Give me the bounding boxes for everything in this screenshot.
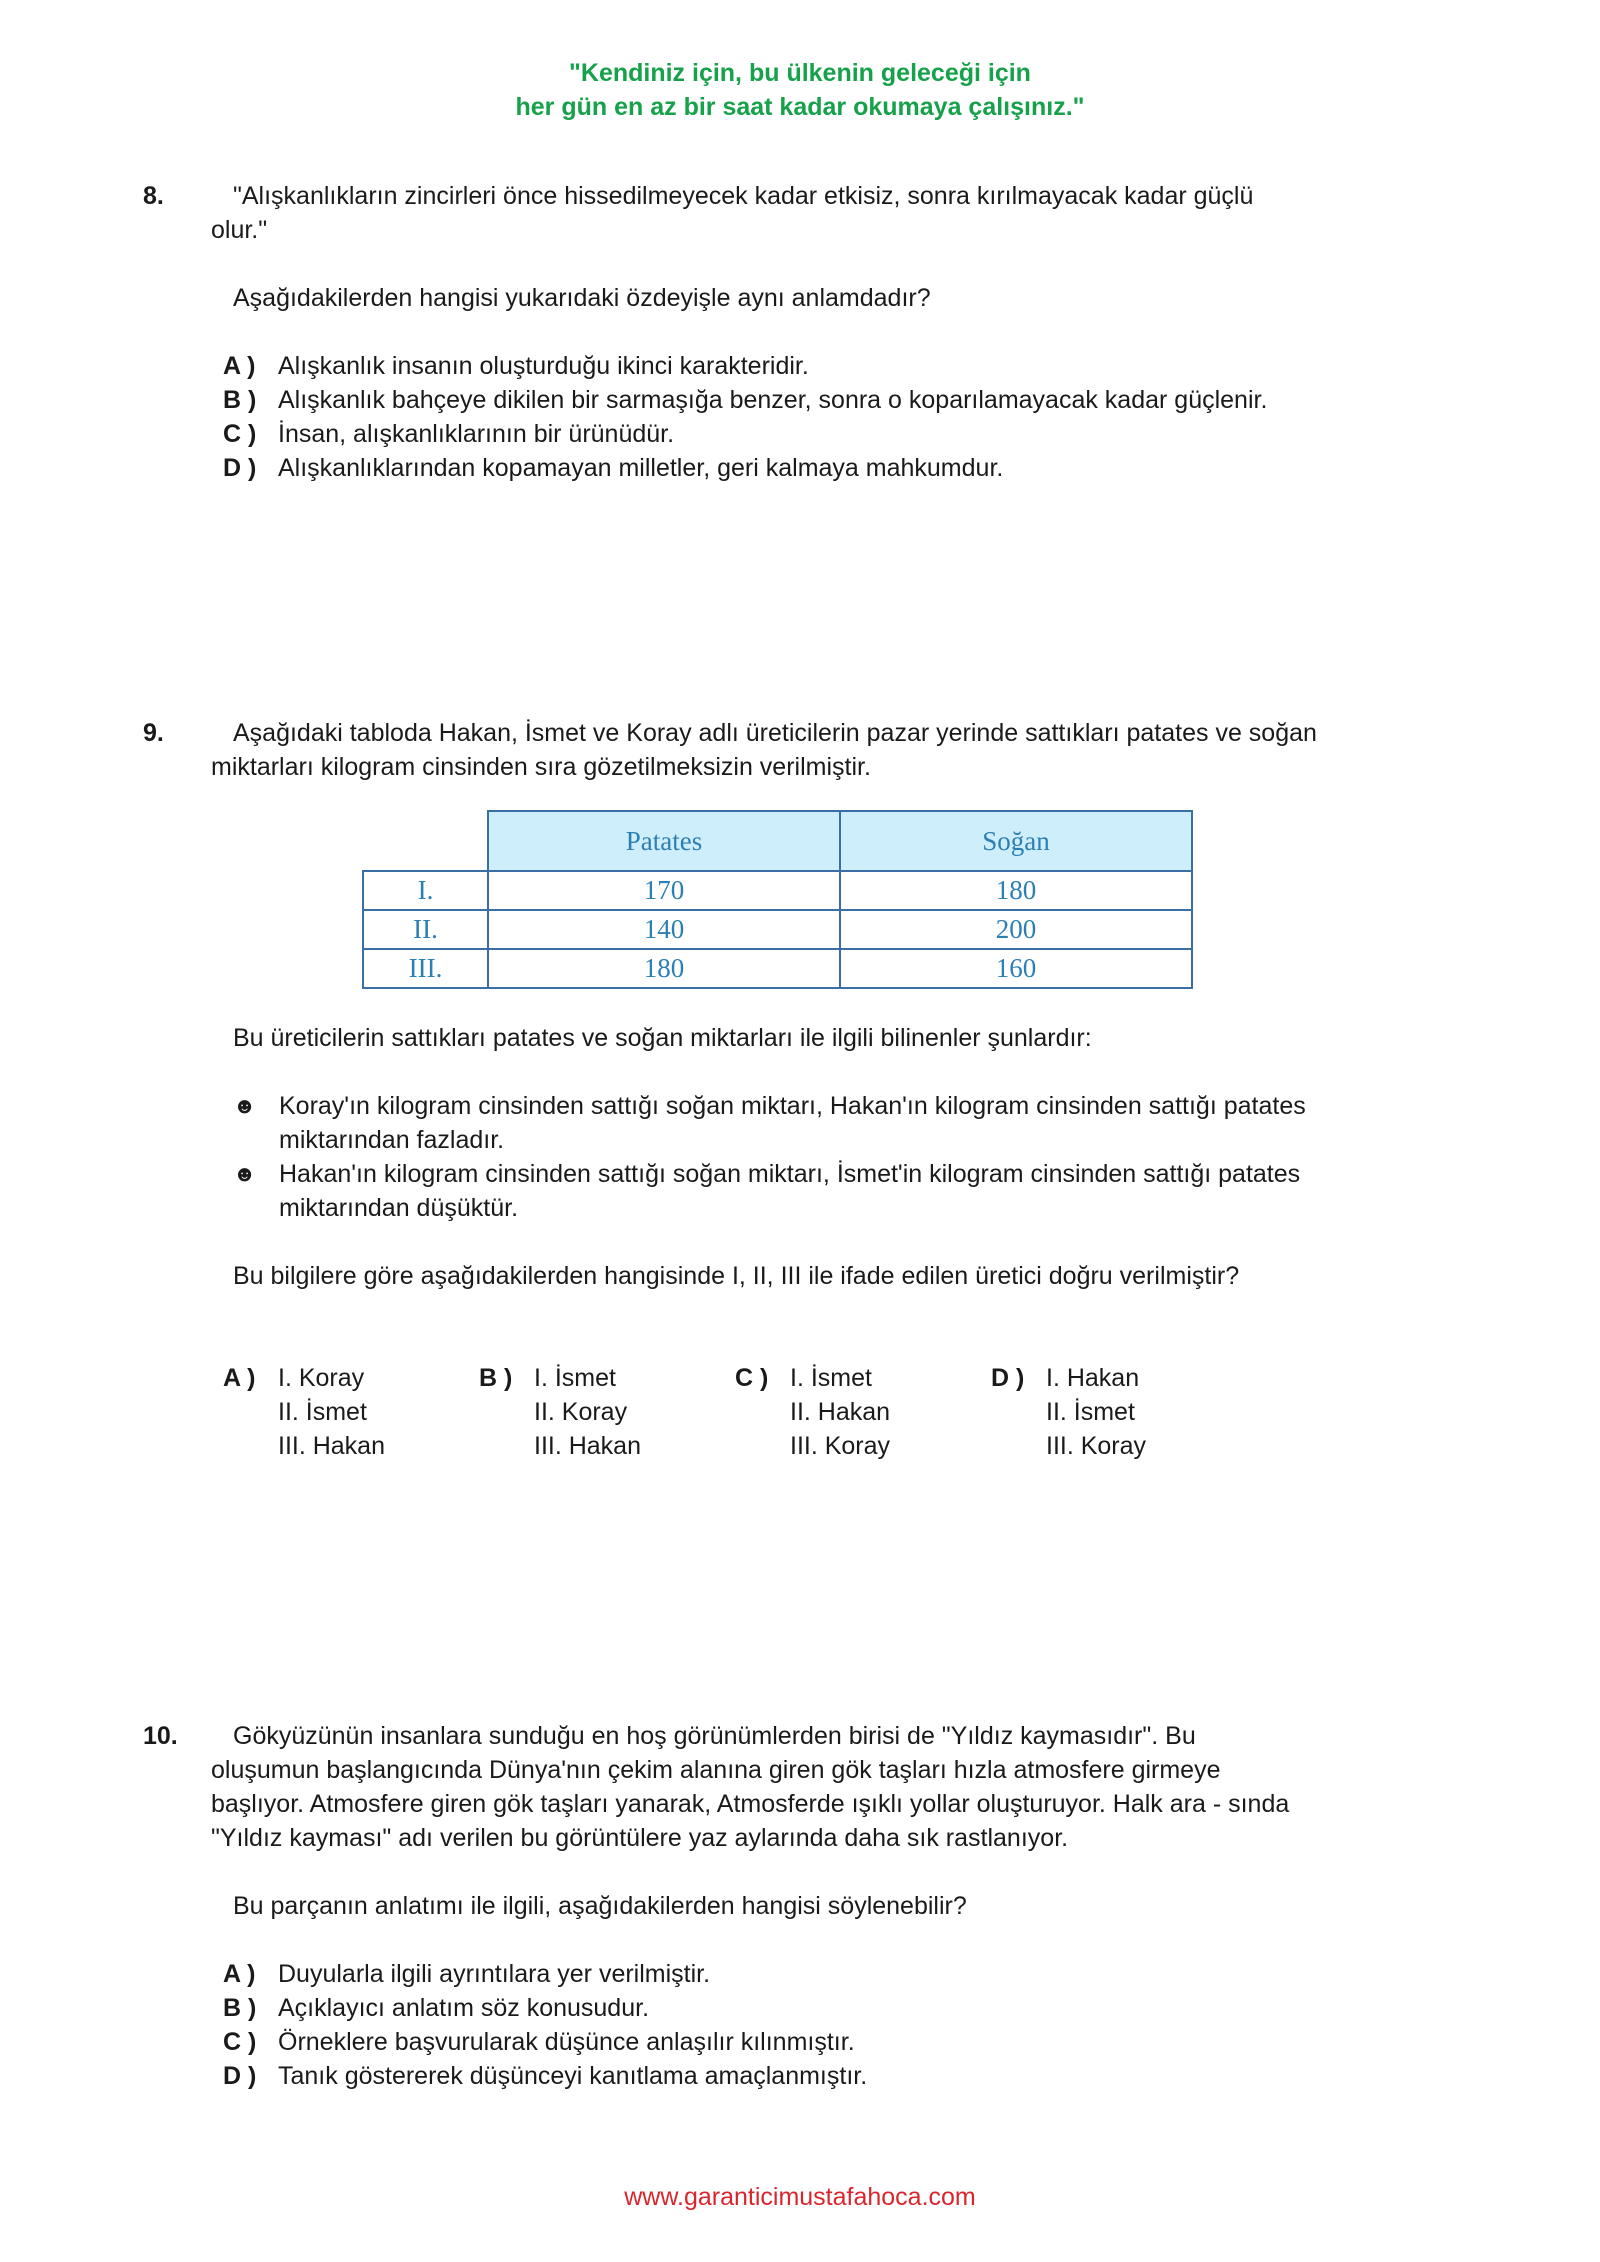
question-number: 9. xyxy=(143,719,164,747)
option-text: Açıklayıcı anlatım söz konusudur. xyxy=(278,1994,650,2022)
question-9-continued xyxy=(143,1021,1403,1463)
option-line: II. İsmet xyxy=(1046,1398,1135,1426)
question-number: 10. xyxy=(143,1722,178,1750)
option-letter: C ) xyxy=(223,2028,257,2056)
option-text: Alışkanlık bahçeye dikilen bir sarmaşığa benzer, sonra o koparılamayacak kadar güçlenir. xyxy=(278,386,1268,414)
smiley-bullet-icon: ☻ xyxy=(233,1161,257,1186)
question-number: 8. xyxy=(143,182,164,210)
option-text: Tanık göstererek düşünceyi kanıtlama amaçlanmıştır. xyxy=(278,2062,868,2090)
fact-item xyxy=(233,1089,1403,1157)
row-label: II. xyxy=(363,910,488,949)
option-c[interactable] xyxy=(223,2025,1403,2059)
question-intro: Bu üreticilerin sattıkları patates ve soğan miktarları ile ilgili bilinenler şunlardır: xyxy=(233,1024,1092,1052)
option-line: III. Koray xyxy=(790,1432,891,1460)
option-letter: C ) xyxy=(735,1364,769,1392)
option-line: III. Hakan xyxy=(534,1432,641,1460)
fact-text: Hakan'ın kilogram cinsinden sattığı soğan miktarı, İsmet'in kilogram cinsinden sattığı patates miktarından düşüktür. xyxy=(279,1160,1301,1222)
table-header-row xyxy=(363,811,1192,871)
fact-item xyxy=(233,1157,1403,1225)
table-cell: 170 xyxy=(488,871,840,910)
option-letter: D ) xyxy=(223,2062,257,2090)
option-b[interactable] xyxy=(223,1991,1403,2025)
answer-options xyxy=(223,349,1403,485)
option-line: I. Koray xyxy=(278,1364,365,1392)
option-line: I. Hakan xyxy=(1046,1364,1140,1392)
option-letter: B ) xyxy=(479,1364,513,1392)
table-cell: 180 xyxy=(488,949,840,988)
option-letter: B ) xyxy=(223,386,257,414)
table-row xyxy=(363,871,1192,910)
question-prompt: Bu parçanın anlatımı ile ilgili, aşağıdakilerden hangisi söylenebilir? xyxy=(233,1892,967,1920)
option-text: Duyularla ilgili ayrıntılara yer verilmiştir. xyxy=(278,1960,711,1988)
option-a[interactable] xyxy=(223,1361,479,1463)
option-text: Alışkanlıklarından kopamayan milletler, geri kalmaya mahkumdur. xyxy=(278,454,1004,482)
table-header-cell: Soğan xyxy=(840,811,1192,871)
option-d[interactable] xyxy=(223,451,1403,485)
answer-options xyxy=(223,1957,1403,2093)
option-letter: A ) xyxy=(223,1364,256,1392)
option-a[interactable] xyxy=(223,349,1403,383)
option-b[interactable] xyxy=(223,383,1403,417)
option-letter: D ) xyxy=(223,454,257,482)
motto-line-2: her gün en az bir saat kadar okumaya çalışınız." xyxy=(515,93,1085,121)
option-c[interactable] xyxy=(223,417,1403,451)
header-motto xyxy=(0,56,1600,124)
table-cell: 200 xyxy=(840,910,1192,949)
question-9 xyxy=(143,716,1403,784)
question-8 xyxy=(143,179,1403,485)
option-text: İnsan, alışkanlıklarının bir ürünüdür. xyxy=(278,420,675,448)
table-row xyxy=(363,949,1192,988)
answer-options xyxy=(223,1361,1403,1463)
option-line: II. Hakan xyxy=(790,1398,891,1426)
option-d[interactable] xyxy=(223,2059,1403,2093)
motto-line-1: "Kendiniz için, bu ülkenin geleceği için xyxy=(569,59,1031,87)
option-line: I. İsmet xyxy=(790,1364,872,1392)
table-row xyxy=(363,910,1192,949)
table-cell: 180 xyxy=(840,871,1192,910)
table-header-cell: Patates xyxy=(488,811,840,871)
option-d[interactable] xyxy=(991,1361,1247,1463)
option-text: Örneklere başvurularak düşünce anlaşılır kılınmıştır. xyxy=(278,2028,855,2056)
production-table xyxy=(362,810,1193,989)
option-letter: A ) xyxy=(223,352,256,380)
row-label: III. xyxy=(363,949,488,988)
option-text: Alışkanlık insanın oluşturduğu ikinci karakteridir. xyxy=(278,352,809,380)
question-10 xyxy=(143,1719,1403,2093)
option-line: I. İsmet xyxy=(534,1364,616,1392)
question-prompt: Aşağıdakilerden hangisi yukarıdaki özdeyişle aynı anlamdadır? xyxy=(233,284,931,312)
option-letter: A ) xyxy=(223,1960,256,1988)
option-line: II. İsmet xyxy=(278,1398,367,1426)
option-a[interactable] xyxy=(223,1957,1403,1991)
option-letter: C ) xyxy=(223,420,257,448)
option-letter: D ) xyxy=(991,1364,1025,1392)
option-line: III. Hakan xyxy=(278,1432,385,1460)
fact-text: Koray'ın kilogram cinsinden sattığı soğan miktarı, Hakan'ın kilogram cinsinden sattığı patates miktarından fazladır. xyxy=(279,1092,1306,1154)
row-label: I. xyxy=(363,871,488,910)
option-c[interactable] xyxy=(735,1361,991,1463)
question-stem: Aşağıdaki tabloda Hakan, İsmet ve Koray adlı üreticilerin pazar yerinde sattıkları patates ve soğan miktarları kilogram cinsinden sıra gözetilmeksizin verilmiştir. xyxy=(211,719,1317,781)
footer-url[interactable]: www.garanticimustafahoca.com xyxy=(624,2183,976,2211)
question-stem: Gökyüzünün insanlara sunduğu en hoş görünümlerden birisi de "Yıldız kaymasıdır". Bu oluşumun başlangıcında Dünya'nın çekim alanına giren gök taşları hızla atmosfere girmeye başlıyor. Atmosfere giren gök taşları yanarak, Atmosferde ışıklı yollar oluşturuyor. Halk ara - sında "Yıldız kayması" adı verilen bu görüntülere yaz aylarında daha sık rastlanıyor. xyxy=(211,1722,1290,1852)
table-cell: 140 xyxy=(488,910,840,949)
option-line: II. Koray xyxy=(534,1398,628,1426)
option-letter: B ) xyxy=(223,1994,257,2022)
option-b[interactable] xyxy=(479,1361,735,1463)
smiley-bullet-icon: ☻ xyxy=(233,1093,257,1118)
question-stem: "Alışkanlıkların zincirleri önce hissedilmeyecek kadar etkisiz, sonra kırılmayacak kadar güçlü olur." xyxy=(211,182,1254,244)
option-line: III. Koray xyxy=(1046,1432,1147,1460)
table-cell: 160 xyxy=(840,949,1192,988)
question-prompt: Bu bilgilere göre aşağıdakilerden hangisinde I, II, III ile ifade edilen üretici doğru verilmiştir? xyxy=(233,1262,1240,1290)
known-facts xyxy=(233,1089,1403,1225)
